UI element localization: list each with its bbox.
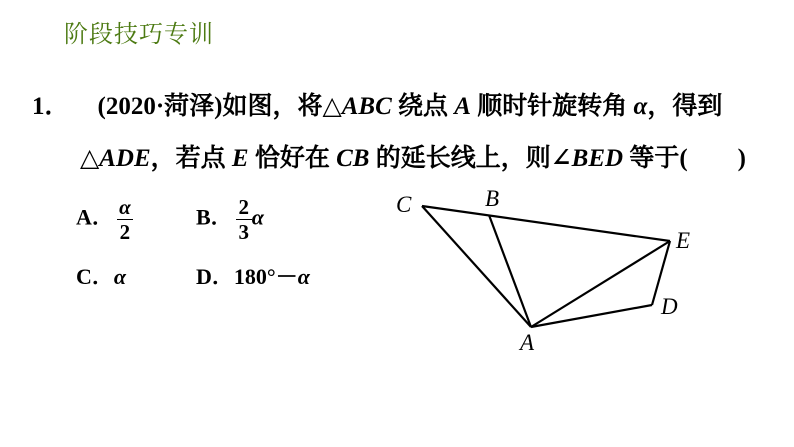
- option-a-fraction: $\frac{\alpha}{2}$: [117, 196, 133, 243]
- point-label-d: D: [661, 294, 678, 319]
- option-c-label: C．: [76, 264, 114, 289]
- question-source: (2020·菏泽): [97, 93, 223, 120]
- option-d[interactable]: D．180°－α: [196, 264, 310, 289]
- segment-ba: [489, 215, 531, 327]
- segment-ca: [422, 206, 531, 327]
- question-line-2: △ADE，若点 E 恰好在 CB 的延长线上，则∠BED 等于( ): [80, 145, 746, 172]
- option-b[interactable]: B． $\frac{2}{3}$ α: [196, 195, 264, 245]
- point-label-e: E: [676, 228, 691, 253]
- point-label-c: C: [396, 192, 412, 217]
- point-label-a: A: [520, 330, 535, 355]
- option-b-label: B．: [196, 204, 233, 230]
- point-label-b: B: [485, 186, 500, 211]
- segment-ce: [422, 206, 670, 241]
- option-d-label: D．: [196, 264, 234, 289]
- question-number: 1．: [32, 93, 70, 120]
- section-header: 阶段技巧专训: [64, 20, 214, 48]
- option-a-label: A．: [76, 204, 114, 230]
- option-c[interactable]: C．α: [76, 264, 127, 289]
- option-b-fraction: $\frac{2}{3}$: [236, 196, 252, 243]
- question-line-1: 1． (2020·菏泽)如图，将△ABC 绕点 A 顺时针旋转角 α，得到: [32, 93, 723, 120]
